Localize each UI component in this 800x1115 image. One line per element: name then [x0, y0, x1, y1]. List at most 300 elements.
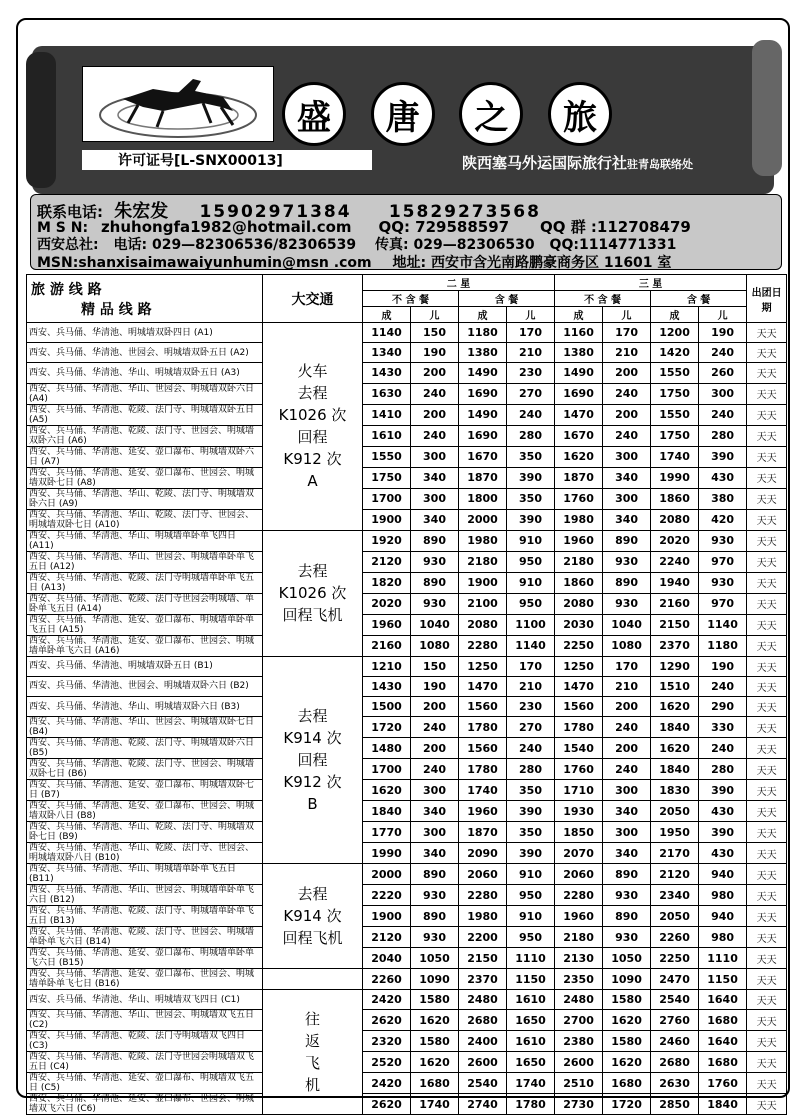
msn2-address: MSN:shanxisaimawaiyunhumin@msn .com [37, 255, 372, 271]
price-cell: 2280 [459, 635, 507, 656]
price-cell: 2700 [555, 1010, 603, 1031]
price-cell: 1990 [651, 467, 699, 488]
price-cell: 1180 [699, 635, 747, 656]
price-cell: 2280 [555, 885, 603, 906]
price-cell: 240 [507, 738, 555, 759]
price-cell: 2620 [363, 1010, 411, 1031]
depart-cell: 天天 [747, 404, 787, 425]
price-cell: 1620 [555, 446, 603, 467]
price-cell: 1760 [555, 488, 603, 509]
price-cell: 280 [507, 759, 555, 780]
price-cell: 2120 [363, 551, 411, 572]
price-cell: 340 [603, 843, 651, 864]
price-cell: 1490 [555, 363, 603, 383]
price-cell: 1830 [651, 780, 699, 801]
price-cell: 1080 [411, 635, 459, 656]
table-row [27, 738, 787, 759]
price-cell: 930 [603, 551, 651, 572]
table-row [27, 676, 787, 696]
price-cell: 1650 [507, 1052, 555, 1073]
price-cell: 1860 [555, 572, 603, 593]
price-cell: 1210 [363, 656, 411, 676]
price-cell: 300 [411, 488, 459, 509]
header-route-line1: 旅 游 线 路 [31, 281, 102, 298]
price-cell: 1490 [459, 363, 507, 383]
price-cell: 2180 [555, 551, 603, 572]
price-cell: 240 [699, 676, 747, 696]
scroll-roll-right [752, 40, 782, 176]
depart-cell: 天天 [747, 509, 787, 530]
price-cell: 300 [603, 822, 651, 843]
price-cell: 1750 [363, 467, 411, 488]
route-cell: 西安、兵马俑、华清池、世园会、明城墙双卧五日 (A2) [27, 343, 263, 363]
price-cell: 430 [699, 467, 747, 488]
route-cell: 西安、兵马俑、华清池、明城墙双卧四日 (A1) [27, 323, 263, 343]
price-cell: 2760 [651, 1010, 699, 1031]
price-cell: 1550 [651, 363, 699, 383]
price-cell: 930 [603, 593, 651, 614]
price-cell: 350 [507, 446, 555, 467]
header-route [27, 275, 263, 323]
price-cell: 1100 [507, 614, 555, 635]
header-no-meal: 不 含 餐 [363, 291, 459, 307]
price-cell: 2540 [459, 1073, 507, 1094]
price-cell: 1930 [555, 801, 603, 822]
price-cell: 1850 [555, 822, 603, 843]
price-cell: 1480 [363, 738, 411, 759]
price-cell: 1870 [459, 822, 507, 843]
depart-cell: 天天 [747, 1073, 787, 1094]
price-cell: 170 [603, 656, 651, 676]
price-cell: 1640 [699, 990, 747, 1010]
price-cell: 240 [411, 425, 459, 446]
price-cell: 890 [411, 572, 459, 593]
price-cell: 2000 [363, 864, 411, 885]
depart-cell: 天天 [747, 425, 787, 446]
price-cell: 2350 [555, 969, 603, 990]
price-cell: 950 [507, 927, 555, 948]
price-cell: 1740 [459, 780, 507, 801]
price-cell: 2680 [459, 1010, 507, 1031]
price-cell: 2070 [555, 843, 603, 864]
transport-cell: 往 返 飞 机 [263, 990, 363, 1115]
price-cell: 2480 [459, 990, 507, 1010]
depart-cell: 天天 [747, 488, 787, 509]
price-cell: 240 [699, 343, 747, 363]
price-cell: 330 [699, 717, 747, 738]
msn-address: zhuhongfa1982@hotmail.com [100, 218, 352, 236]
header-scroll-banner [32, 46, 774, 194]
price-cell: 210 [507, 676, 555, 696]
price-cell: 2460 [651, 1031, 699, 1052]
table-row [27, 1031, 787, 1052]
table-row [27, 927, 787, 948]
table-row [27, 593, 787, 614]
route-cell: 西安、兵马俑、华清池、乾陵、法门寺、世园会、明城墙单卧单飞六日 (B14) [27, 927, 263, 948]
route-cell: 西安、兵马俑、华清池、延安、壶口瀑布、世园会、明城墙双卧七日 (A8) [27, 467, 263, 488]
price-cell: 1780 [555, 717, 603, 738]
price-cell: 2320 [363, 1031, 411, 1052]
price-cell: 2160 [363, 635, 411, 656]
price-cell: 340 [603, 509, 651, 530]
price-cell: 1700 [363, 759, 411, 780]
depart-cell: 天天 [747, 759, 787, 780]
price-cell: 1160 [555, 323, 603, 343]
price-cell: 240 [603, 425, 651, 446]
route-cell: 西安、兵马俑、华清池、乾陵、法门寺、明城墙双卧五日 (A5) [27, 404, 263, 425]
table-row [27, 614, 787, 635]
price-cell: 1620 [363, 780, 411, 801]
price-cell: 1040 [603, 614, 651, 635]
price-cell: 1470 [459, 676, 507, 696]
price-cell: 890 [411, 906, 459, 927]
table-row [27, 1052, 787, 1073]
price-cell: 2420 [363, 990, 411, 1010]
price-cell: 390 [507, 509, 555, 530]
price-cell: 2120 [651, 864, 699, 885]
price-cell: 1560 [459, 738, 507, 759]
price-cell: 1140 [507, 635, 555, 656]
price-cell: 2080 [651, 509, 699, 530]
depart-cell: 天天 [747, 551, 787, 572]
price-cell: 1580 [411, 1031, 459, 1052]
price-cell: 1680 [699, 1010, 747, 1031]
price-cell: 1860 [651, 488, 699, 509]
price-cell: 1840 [651, 717, 699, 738]
route-cell: 西安、兵马俑、华清池、延安、壶口瀑布、明城墙双卧七日 (B7) [27, 780, 263, 801]
depart-cell: 天天 [747, 363, 787, 383]
page-frame [16, 18, 790, 1115]
price-cell: 280 [507, 425, 555, 446]
price-cell: 170 [603, 323, 651, 343]
route-cell: 西安、兵马俑、华清池、延安、壶口瀑布、世园会、明城墙单卧单飞六日 (A16) [27, 635, 263, 656]
price-cell: 2400 [459, 1031, 507, 1052]
price-cell: 230 [507, 696, 555, 716]
depart-cell: 天天 [747, 1010, 787, 1031]
table-row [27, 759, 787, 780]
price-cell: 1620 [651, 696, 699, 716]
price-cell: 200 [603, 696, 651, 716]
title-char: 之 [459, 82, 523, 146]
depart-cell: 天天 [747, 656, 787, 676]
route-cell: 西安、兵马俑、华清池、华山、乾陵、法门寺、世园会、明城墙双卧七日 (A10) [27, 509, 263, 530]
table-row [27, 843, 787, 864]
price-cell: 190 [699, 323, 747, 343]
table-row [27, 864, 787, 885]
horse-globe-icon [83, 67, 273, 141]
price-cell: 210 [507, 343, 555, 363]
price-cell: 930 [411, 885, 459, 906]
price-cell: 240 [507, 404, 555, 425]
price-cell: 240 [699, 404, 747, 425]
route-cell: 西安、兵马俑、华清池、世园会、明城墙双卧六日 (B2) [27, 676, 263, 696]
price-cell: 2130 [555, 948, 603, 969]
header-adult: 成 [459, 307, 507, 323]
price-cell: 260 [699, 363, 747, 383]
price-cell: 280 [699, 759, 747, 780]
table-row [27, 969, 787, 990]
price-cell: 1560 [459, 696, 507, 716]
qq-number: QQ: 729588597 [378, 218, 510, 236]
price-cell: 390 [699, 446, 747, 467]
price-cell: 1200 [651, 323, 699, 343]
price-cell: 2520 [363, 1052, 411, 1073]
price-cell: 970 [699, 551, 747, 572]
price-cell: 1420 [651, 343, 699, 363]
price-cell: 1110 [507, 948, 555, 969]
table-row [27, 801, 787, 822]
depart-cell: 天天 [747, 696, 787, 716]
depart-cell: 天天 [747, 801, 787, 822]
price-cell: 2240 [651, 551, 699, 572]
depart-cell: 天天 [747, 1052, 787, 1073]
price-cell: 420 [699, 509, 747, 530]
price-cell: 1870 [459, 467, 507, 488]
depart-cell: 天天 [747, 383, 787, 404]
price-cell: 930 [411, 927, 459, 948]
price-cell: 1950 [651, 822, 699, 843]
price-cell: 1410 [363, 404, 411, 425]
price-cell: 2260 [651, 927, 699, 948]
route-cell: 西安、兵马俑、华清池、乾陵、法门寺世园会明城墙、单卧单飞五日 (A14) [27, 593, 263, 614]
phone-1: 15902971384 [199, 202, 352, 222]
price-cell: 1760 [555, 759, 603, 780]
price-cell: 340 [411, 801, 459, 822]
price-cell: 1780 [507, 1094, 555, 1115]
price-cell: 1820 [363, 572, 411, 593]
price-cell: 340 [603, 467, 651, 488]
depart-cell: 天天 [747, 864, 787, 885]
price-cell: 930 [411, 593, 459, 614]
price-cell: 1470 [555, 404, 603, 425]
price-cell: 1490 [459, 404, 507, 425]
phone-label: 联系电话: [37, 203, 103, 221]
price-cell: 300 [411, 446, 459, 467]
header-two-star: 二 星 [363, 275, 555, 291]
price-cell: 2260 [363, 969, 411, 990]
price-cell: 2100 [459, 593, 507, 614]
price-cell: 1800 [459, 488, 507, 509]
price-cell: 1900 [363, 509, 411, 530]
price-cell: 2150 [651, 614, 699, 635]
price-cell: 200 [603, 738, 651, 759]
price-cell: 300 [411, 822, 459, 843]
price-cell: 2020 [363, 593, 411, 614]
price-cell: 1670 [555, 425, 603, 446]
route-cell: 西安、兵马俑、华清池、华山、明城墙双飞四日 (C1) [27, 990, 263, 1010]
price-cell: 2600 [555, 1052, 603, 1073]
route-cell: 西安、兵马俑、华清池、华山、世园会、明城墙双飞五日 (C2) [27, 1010, 263, 1031]
price-cell: 1140 [363, 323, 411, 343]
table-row [27, 509, 787, 530]
phone-2: 15829273568 [388, 202, 541, 222]
depart-cell: 天天 [747, 822, 787, 843]
header-meal: 含 餐 [651, 291, 747, 307]
xian-fax: 传真: 029—82306530 [375, 237, 535, 253]
depart-cell: 天天 [747, 593, 787, 614]
price-cell: 2000 [459, 509, 507, 530]
route-cell: 西安、兵马俑、华清池、华山、乾陵、法门寺、明城墙双卧七日 (B9) [27, 822, 263, 843]
depart-cell: 天天 [747, 780, 787, 801]
price-cell: 980 [699, 927, 747, 948]
price-cell: 390 [507, 843, 555, 864]
price-cell: 1150 [507, 969, 555, 990]
depart-cell: 天天 [747, 635, 787, 656]
price-cell: 1870 [555, 467, 603, 488]
table-row [27, 885, 787, 906]
price-cell: 1690 [459, 425, 507, 446]
table-row [27, 446, 787, 467]
table-row [27, 1010, 787, 1031]
price-cell: 2470 [651, 969, 699, 990]
title-char: 旅 [548, 82, 612, 146]
price-cell: 940 [699, 906, 747, 927]
price-cell: 430 [699, 843, 747, 864]
price-cell: 1740 [507, 1073, 555, 1094]
route-cell: 西安、兵马俑、华清池、乾陵、法门寺世园会明城墙双飞五日 (C4) [27, 1052, 263, 1073]
header-adult: 成 [363, 307, 411, 323]
price-cell: 1380 [459, 343, 507, 363]
route-cell: 西安、兵马俑、华清池、华山、明城墙单卧单飞四日 (A11) [27, 530, 263, 551]
phone-name: 朱宏发 [114, 201, 169, 222]
price-cell: 2020 [651, 530, 699, 551]
table-row [27, 717, 787, 738]
price-cell: 390 [507, 801, 555, 822]
header-depart: 出团日期 [747, 275, 787, 323]
brand-title [282, 82, 612, 136]
price-cell: 1110 [699, 948, 747, 969]
table-row [27, 822, 787, 843]
price-cell: 1140 [699, 614, 747, 635]
price-cell: 2730 [555, 1094, 603, 1115]
price-cell: 1610 [363, 425, 411, 446]
price-cell: 940 [699, 864, 747, 885]
license-number: 许可证号[L-SNX00013] [82, 150, 372, 170]
table-row [27, 948, 787, 969]
xian-phone: 电话: 029—82306536/82306539 [113, 237, 357, 253]
price-cell: 2170 [651, 843, 699, 864]
price-cell: 2180 [459, 551, 507, 572]
route-cell: 西安、兵马俑、华清池、华山、乾陵、法门寺、明城墙双卧六日 (A9) [27, 488, 263, 509]
price-cell: 2080 [459, 614, 507, 635]
price-cell: 2850 [651, 1094, 699, 1115]
price-cell: 1050 [603, 948, 651, 969]
price-cell: 170 [507, 323, 555, 343]
price-cell: 2050 [651, 801, 699, 822]
price-cell: 1430 [363, 676, 411, 696]
price-cell: 200 [411, 404, 459, 425]
price-cell: 1760 [699, 1073, 747, 1094]
price-cell: 340 [411, 509, 459, 530]
price-cell: 950 [507, 551, 555, 572]
company-label: 陕西塞马外运国际旅行社 [462, 154, 628, 172]
price-cell: 1990 [363, 843, 411, 864]
price-cell: 200 [603, 404, 651, 425]
price-cell: 2040 [363, 948, 411, 969]
price-cell: 1960 [555, 530, 603, 551]
price-cell: 150 [411, 323, 459, 343]
table-row [27, 1094, 787, 1115]
price-cell: 2250 [555, 635, 603, 656]
route-cell: 西安、兵马俑、华清池、华山、明城墙双卧六日 (B3) [27, 696, 263, 716]
price-cell: 210 [603, 343, 651, 363]
price-cell: 1510 [651, 676, 699, 696]
price-cell: 240 [699, 738, 747, 759]
price-cell: 1610 [507, 1031, 555, 1052]
price-cell: 2340 [651, 885, 699, 906]
price-cell: 1080 [603, 635, 651, 656]
route-cell: 西安、兵马俑、华清池、乾陵、法门寺、世园会、明城墙双卧七日 (B6) [27, 759, 263, 780]
price-cell: 200 [411, 738, 459, 759]
price-cell: 390 [507, 467, 555, 488]
price-cell: 2680 [651, 1052, 699, 1073]
price-table [26, 274, 787, 1115]
title-char: 唐 [371, 82, 435, 146]
depart-cell: 天天 [747, 530, 787, 551]
price-cell: 170 [507, 656, 555, 676]
xian-label: 西安总社: [37, 237, 99, 253]
price-cell: 1690 [459, 383, 507, 404]
route-cell: 西安、兵马俑、华清池、乾陵、法门寺、世园会、明城墙双卧六日 (A6) [27, 425, 263, 446]
price-cell: 1180 [459, 323, 507, 343]
price-cell: 2120 [363, 927, 411, 948]
price-cell: 240 [411, 717, 459, 738]
header-child: 儿 [411, 307, 459, 323]
price-cell: 1620 [603, 1010, 651, 1031]
depart-cell: 天天 [747, 717, 787, 738]
price-cell: 190 [411, 676, 459, 696]
price-cell: 1740 [411, 1094, 459, 1115]
price-cell: 240 [411, 383, 459, 404]
depart-cell: 天天 [747, 323, 787, 343]
price-cell: 1900 [363, 906, 411, 927]
depart-cell: 天天 [747, 446, 787, 467]
price-cell: 300 [603, 446, 651, 467]
price-cell: 1650 [507, 1010, 555, 1031]
price-cell: 1750 [651, 383, 699, 404]
price-cell: 1090 [411, 969, 459, 990]
route-cell: 西安、兵马俑、华清池、延安、壶口瀑布、世园会、明城墙双卧八日 (B8) [27, 801, 263, 822]
price-cell: 950 [507, 593, 555, 614]
price-cell: 2630 [651, 1073, 699, 1094]
price-cell: 2280 [459, 885, 507, 906]
price-cell: 2050 [651, 906, 699, 927]
price-cell: 350 [507, 780, 555, 801]
header-meal: 含 餐 [459, 291, 555, 307]
depart-cell: 天天 [747, 906, 787, 927]
depart-cell: 天天 [747, 1031, 787, 1052]
price-cell: 1050 [411, 948, 459, 969]
qq-group: QQ 群 :112708479 [539, 218, 691, 236]
price-cell: 910 [507, 572, 555, 593]
price-cell: 1940 [651, 572, 699, 593]
route-cell: 西安、兵马俑、华清池、延安、壶口瀑布、明城墙双飞五日 (C5) [27, 1073, 263, 1094]
price-cell: 380 [699, 488, 747, 509]
header-transport: 大交通 [263, 275, 363, 323]
price-cell: 1550 [651, 404, 699, 425]
price-cell: 1770 [363, 822, 411, 843]
price-cell: 230 [507, 363, 555, 383]
price-cell: 1580 [603, 990, 651, 1010]
price-cell: 2420 [363, 1073, 411, 1094]
price-cell: 1540 [555, 738, 603, 759]
price-cell: 1580 [411, 990, 459, 1010]
route-cell: 西安、兵马俑、华清池、华山、明城墙单卧单飞五日 (B11) [27, 864, 263, 885]
route-cell: 西安、兵马俑、华清池、乾陵、法门寺、明城墙双卧六日 (B5) [27, 738, 263, 759]
route-cell: 西安、兵马俑、华清池、华山、世园会、明城墙单卧单飞六日 (B12) [27, 885, 263, 906]
price-cell: 930 [699, 572, 747, 593]
price-cell: 1620 [411, 1052, 459, 1073]
